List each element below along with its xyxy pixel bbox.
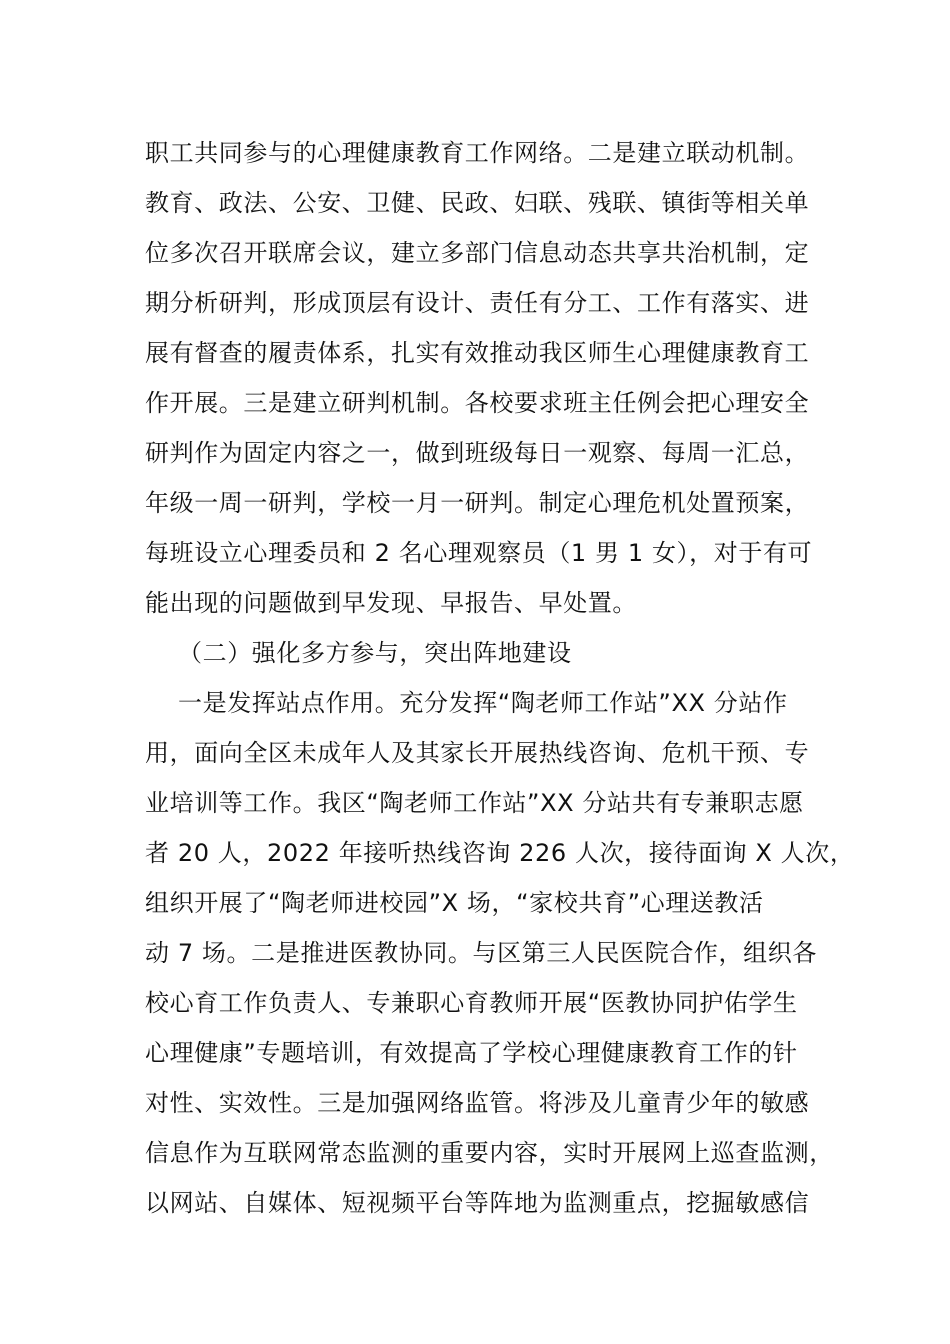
paragraph-line: 信息作为互联网常态监测的重要内容，实时开展网上巡查监测， xyxy=(145,1139,834,1167)
paragraph-line: 作开展。三是建立研判机制。各校要求班主任例会把心理安全 xyxy=(145,389,810,417)
paragraph-line: 组织开展了“陶老师进校园”X 场，“家校共育”心理送教活 xyxy=(145,889,764,917)
paragraph-line: 教育、政法、公安、卫健、民政、妇联、残联、镇街等相关单 xyxy=(145,189,810,217)
paragraph-line: 职工共同参与的心理健康教育工作网络。二是建立联动机制。 xyxy=(145,139,810,167)
section-heading: （二）强化多方参与，突出阵地建设 xyxy=(178,639,572,667)
paragraph-line: 期分析研判，形成顶层有设计、责任有分工、工作有落实、进 xyxy=(145,289,810,317)
paragraph-line: 业培训等工作。我区“陶老师工作站”XX 分站共有专兼职志愿 xyxy=(145,789,804,817)
paragraph-line: 展有督查的履责体系，扎实有效推动我区师生心理健康教育工 xyxy=(145,339,810,367)
paragraph-line: 每班设立心理委员和 2 名心理观察员（1 男 1 女），对于有可 xyxy=(145,539,813,567)
paragraph-line: 心理健康”专题培训，有效提高了学校心理健康教育工作的针 xyxy=(145,1039,798,1067)
paragraph-line: 研判作为固定内容之一，做到班级每日一观察、每周一汇总， xyxy=(145,439,810,467)
paragraph-line: 对性、实效性。三是加强网络监管。将涉及儿童青少年的敏感 xyxy=(145,1089,810,1117)
paragraph-line: 以网站、自媒体、短视频平台等阵地为监测重点，挖掘敏感信 xyxy=(145,1189,810,1217)
paragraph-line: 能出现的问题做到早发现、早报告、早处置。 xyxy=(145,589,637,617)
paragraph-line: 位多次召开联席会议，建立多部门信息动态共享共治机制，定 xyxy=(145,239,810,267)
paragraph-line: 动 7 场。二是推进医教协同。与区第三人民医院合作，组织各 xyxy=(145,939,817,967)
paragraph-line: 一是发挥站点作用。充分发挥“陶老师工作站”XX 分站作 xyxy=(178,689,788,717)
paragraph-line: 用，面向全区未成年人及其家长开展热线咨询、危机干预、专 xyxy=(145,739,810,767)
paragraph-line: 校心育工作负责人、专兼职心育教师开展“医教协同护佑学生 xyxy=(145,989,798,1017)
paragraph-line: 年级一周一研判，学校一月一研判。制定心理危机处置预案， xyxy=(145,489,810,517)
paragraph-line: 者 20 人，2022 年接听热线咨询 226 人次，接待面询 X 人次， xyxy=(145,839,855,867)
